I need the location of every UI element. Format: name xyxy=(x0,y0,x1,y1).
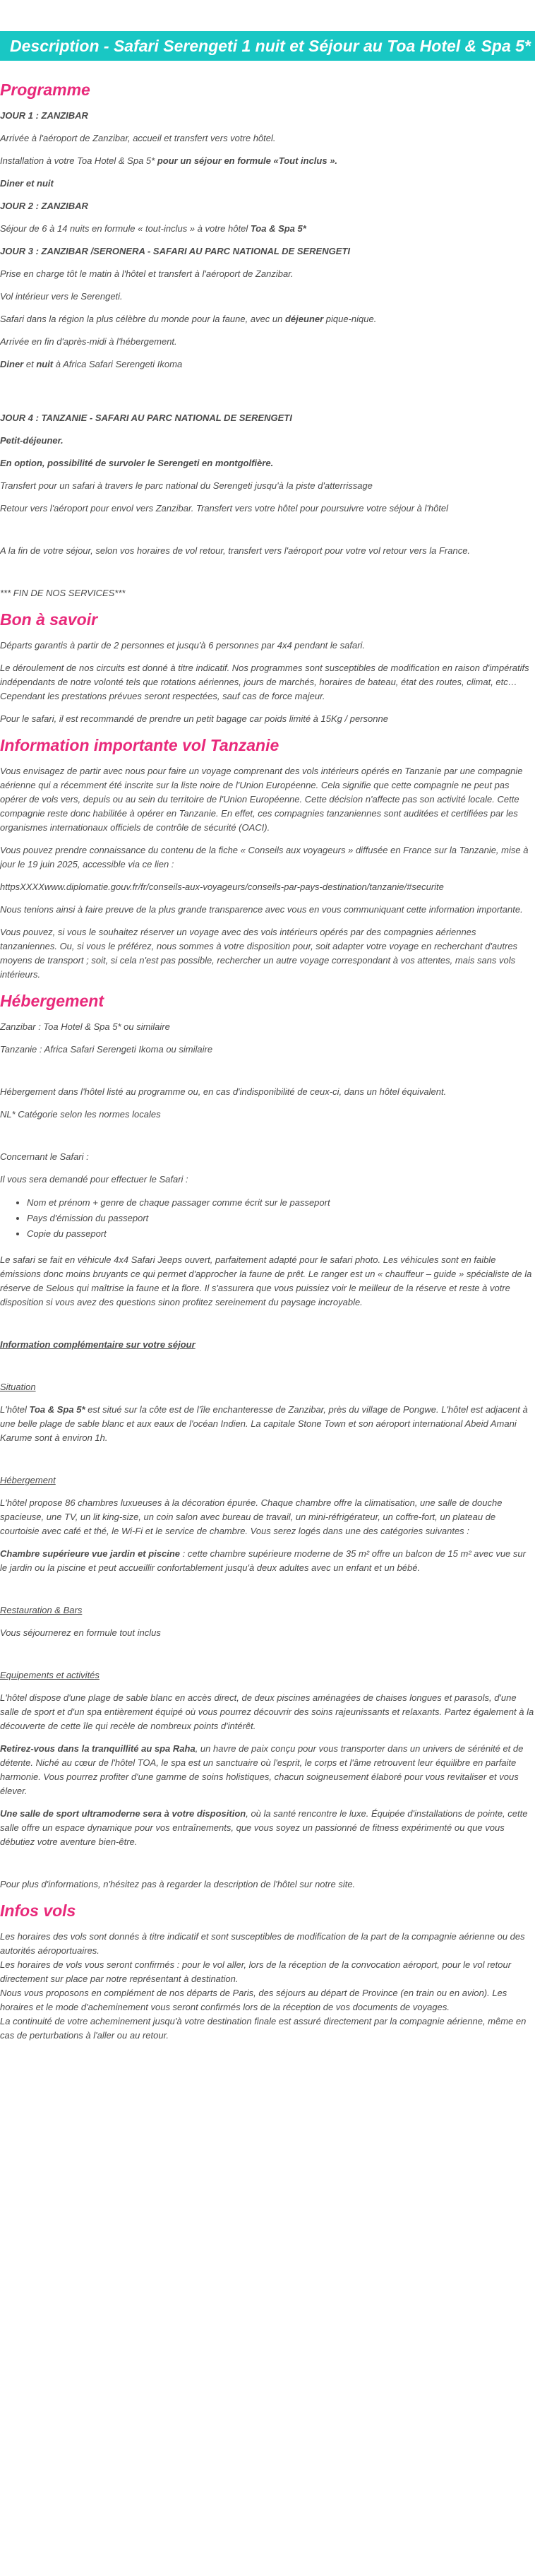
vol-text-2: Vous pouvez prendre connaissance du contenu de la fiche « Conseils aux voyageurs » diffusée en France sur la Tanzanie, mise à jour le 19 juin 2025, accessible via ce lien : xyxy=(0,845,529,869)
complement-title: Information complémentaire sur votre séjour xyxy=(0,1339,196,1350)
programme-heading: Programme xyxy=(0,81,90,99)
equipements-title: Equipements et activités xyxy=(0,1670,100,1680)
heb-safari-title: Concernant le Safari : xyxy=(0,1151,89,1162)
vol-text-1: Vous envisagez de partir avec nous pour faire un voyage comprenant des vols intérieurs opérés en Tanzanie par une compagnie aérienne qui a récemment été inscrite sur la liste noire de l'Union Européenne. Cela signifie que cette compagnie ne peut pas opérer de vols vers, depuis ou au sein du territoire de l'Union Européenne. Cette décision n'affecte pas son activité locale. Cette compagnie reste donc habilitée à opérer en Tanzanie. En effet, ces compagnies tanzaniennes sont auditées et certifiées par les organismes internationaux officiels de contrôle de sécurité (OACI). xyxy=(0,766,523,833)
day4-breakfast: Petit-déjeuner. xyxy=(0,435,64,446)
vol-tanzanie-section xyxy=(0,735,535,982)
end-of-services: *** FIN DE NOS SERVICES*** xyxy=(0,588,126,598)
day4-title: JOUR 4 : TANZANIE - SAFARI AU PARC NATIONAL DE SERENGETI xyxy=(0,412,292,423)
list-item: • Nom et prénom + genre de chaque passager comme écrit sur le passeport xyxy=(27,1195,535,1211)
vol-text-4: Vous pouvez, si vous le souhaitez réserver un voyage avec des vols intérieurs opérés par des compagnies aériennes tanzaniennes. Ou, si vous le préférez, nous sommes à votre disposition pour, soit adapter votre voyage en recherchant d'autres moyens de transport ; soit, si cela n'est pas possible, rechercher un autre voyage correspondant à vos attentes, mais sans vols intérieurs. xyxy=(0,927,518,980)
equipements-text-2: Retirez-vous dans la tranquillité au spa Raha, un havre de paix conçu pour vous transporter dans un univers de sérénité et de détente. Niché au cœur de l'hôtel TOA, le spa est un sanctuaire où l'esprit, le corps et l'âme retrouvent leur équilibre en parfaite harmonie. Vous pourrez profiter d'une gamme de soins holistiques, chacun soigneusement élaboré pour vous revitaliser et vous élever. xyxy=(0,1743,524,1796)
infos-line: La continuité de votre acheminement jusqu'à votre destination finale est assuré directement par la compagnie aérienne, même en cas de perturbations à l'aller ou au retour. xyxy=(0,2016,527,2041)
heb-text-1: Hébergement dans l'hôtel listé au programme ou, en cas d'indisponibilité de ceux-ci, dans un hôtel équivalent. xyxy=(0,1086,447,1097)
day1-title: JOUR 1 : ZANZIBAR xyxy=(0,110,88,121)
list-item: • Pays d'émission du passeport xyxy=(27,1211,535,1226)
infos-vols-heading: Infos vols xyxy=(0,1901,76,1920)
page-banner-title: Description - Safari Serengeti 1 nuit et Séjour au Toa Hotel & Spa 5* xyxy=(0,31,535,61)
heb-zanzibar: Zanzibar : Toa Hotel & Spa 5* ou similaire xyxy=(0,1021,170,1032)
day3-text-5: Diner et nuit à Africa Safari Serengeti Ikoma xyxy=(0,359,183,369)
bon-a-savoir-section xyxy=(0,609,535,726)
day1-text: Arrivée à l'aéroport de Zanzibar, accueil et transfert vers votre hôtel. xyxy=(0,133,276,143)
infos-line: Les horaires de vols vous seront confirmés : pour le vol aller, lors de la réception de la convocation aéroport, pour le vol retour directement sur place par notre représentant à destination. xyxy=(0,1959,512,1984)
day3-text-4: Arrivée en fin d'après-midi à l'hébergement. xyxy=(0,336,177,347)
equipements-text-3: Une salle de sport ultramoderne sera à votre disposition, où la santé rencontre le luxe. Équipée d'installations de pointe, cette salle offre un espace dynamique pour vos entraînements, que vous soyez un passionné de fitness expérimenté ou que vous débutiez votre aventure bien-être. xyxy=(0,1808,528,1847)
day4-text-2: Retour vers l'aéroport pour envol vers Zanzibar. Transfert vers votre hôtel pour poursuivre votre séjour à l'hôtel xyxy=(0,503,449,514)
safari-requirements-list xyxy=(0,1195,535,1242)
day1-hotel: Installation à votre Toa Hotel & Spa 5* pour un séjour en formule «Tout inclus ». xyxy=(0,155,338,166)
situation-title: Situation xyxy=(0,1382,36,1392)
day3-title: JOUR 3 : ZANZIBAR /SERONERA - SAFARI AU PARC NATIONAL DE SERENGETI xyxy=(0,246,350,256)
equipements-text-1: L'hôtel dispose d'une plage de sable blanc en accès direct, de deux piscines aménagées de chaises longues et parasols, d'une salle de sport et d'un spa entièrement équipé où vous pourrez découvrir des soins rajeunissants et relaxants. Partez également à la découverte de cette île qui recèle de nombreux points d'intérêt. xyxy=(0,1692,534,1731)
day1-dinner: Diner et nuit xyxy=(0,178,54,189)
hebergement-subtitle: Hébergement xyxy=(0,1475,56,1485)
heb-text-2: NL* Catégorie selon les normes locales xyxy=(0,1109,161,1120)
heb-tanzanie: Tanzanie : Africa Safari Serengeti Ikoma ou similaire xyxy=(0,1044,213,1055)
day2-text: Séjour de 6 à 14 nuits en formule « tout-inclus » à votre hôtel Toa & Spa 5* xyxy=(0,223,306,234)
heb-safari-intro: Il vous sera demandé pour effectuer le Safari : xyxy=(0,1174,188,1185)
description-content xyxy=(0,71,535,2043)
vol-tanzanie-heading: Information importante vol Tanzanie xyxy=(0,736,279,754)
heb-safari-text: Le safari se fait en véhicule 4x4 Safari Jeeps ouvert, parfaitement adapté pour le safari photo. Les véhicules sont en faible émissions donc moins bruyants ce qui permet d'approcher la faune de prêt. Le ranger est un « chauffeur – guide » spécialiste de la réserve de Selous qui maîtrise la faune et la flore. Il s'assurera que vous puissiez voir le meilleur de la réserve et reste à votre disposition si vous avez des questions sinon profitez sereinement du paysage incroyable. xyxy=(0,1254,532,1307)
hebergement-section xyxy=(0,990,535,1892)
more-info-text: Pour plus d'informations, n'hésitez pas à regarder la description de l'hôtel sur notre site. xyxy=(0,1879,356,1889)
infos-vols-section xyxy=(0,1900,535,2043)
day2-title: JOUR 2 : ZANZIBAR xyxy=(0,201,88,211)
day4-option: En option, possibilité de survoler le Serengeti en montgolfière. xyxy=(0,458,274,468)
day3-text-3: Safari dans la région la plus célèbre du monde pour la faune, avec un déjeuner pique-nique. xyxy=(0,314,377,324)
programme-section xyxy=(0,79,535,600)
hebergement-text-2: Chambre supérieure vue jardin et piscine : cette chambre supérieure moderne de 35 m² offre un balcon de 15 m² avec vue sur le jardin ou la piscine et peut accueillir confortablement jusqu'à deux adultes avec un enfant et un bébé. xyxy=(0,1548,526,1573)
vol-link[interactable]: httpsXXXXwww.diplomatie.gouv.fr/fr/conseils-aux-voyageurs/conseils-par-pays-destination/tanzanie/#securite xyxy=(0,882,444,892)
restauration-text: Vous séjournerez en formule tout inclus xyxy=(0,1627,161,1638)
list-item: • Copie du passeport xyxy=(27,1226,535,1242)
bon-text-1: Départs garantis à partir de 2 personnes et jusqu'à 6 personnes par 4x4 pendant le safari. xyxy=(0,640,366,651)
situation-text: L'hôtel Toa & Spa 5* est situé sur la côte est de l'île enchanteresse de Zanzibar, près du village de Pongwe. L'hôtel est adjacent à une belle plage de sable blanc et aux eaux de l'océan Indien. La capitale Stone Town et son aéroport international Abeid Amani Karume sont à environ 1h. xyxy=(0,1404,528,1443)
day4-text-1: Transfert pour un safari à travers le parc national du Serengeti jusqu'à la piste d'atterrissage xyxy=(0,480,373,491)
hebergement-heading: Hébergement xyxy=(0,992,104,1010)
infos-line: Nous vous proposons en complément de nos départs de Paris, des séjours au départ de Province (en train ou en avion). Les horaires et le mode d'acheminement vous seront confirmés lors de la réception de vos documents de voyages. xyxy=(0,1988,507,2012)
day4-text-3: A la fin de votre séjour, selon vos horaires de vol retour, transfert vers l'aéroport pour votre vol retour vers la France. xyxy=(0,545,471,556)
day3-text-2: Vol intérieur vers le Serengeti. xyxy=(0,291,123,302)
bon-text-2: Le déroulement de nos circuits est donné à titre indicatif. Nos programmes sont susceptibles de modification en raison d'impératifs indépendants de notre volonté tels que rotations aériennes, jours de marchés, horaires de bateau, état des routes, climat, etc… Cependant les prestations prévues seront respectées, sauf cas de force majeur. xyxy=(0,663,529,701)
infos-line: Les horaires des vols sont donnés à titre indicatif et sont susceptibles de modification de la part de la compagnie aérienne ou des autorités aéroportuaires. xyxy=(0,1931,525,1956)
vol-text-3: Nous tenions ainsi à faire preuve de la plus grande transparence avec vous en vous communiquant cette information importante. xyxy=(0,904,523,915)
restauration-title: Restauration & Bars xyxy=(0,1605,83,1615)
bon-text-3: Pour le safari, il est recommandé de prendre un petit bagage car poids limité à 15Kg / personne xyxy=(0,713,388,724)
hebergement-text-1: L'hôtel propose 86 chambres luxueuses à la décoration épurée. Chaque chambre offre la climatisation, une salle de douche spacieuse, une TV, un lit king-size, un coin salon avec bureau de travail, un mini-réfrigérateur, un coffre-fort, un plateau de courtoisie avec café et thé, le Wi-Fi et le service de chambre. Vous serez logés dans une des catégories suivantes : xyxy=(0,1497,503,1536)
bon-a-savoir-heading: Bon à savoir xyxy=(0,610,98,629)
day3-text-1: Prise en charge tôt le matin à l'hôtel et transfert à l'aéroport de Zanzibar. xyxy=(0,268,294,279)
